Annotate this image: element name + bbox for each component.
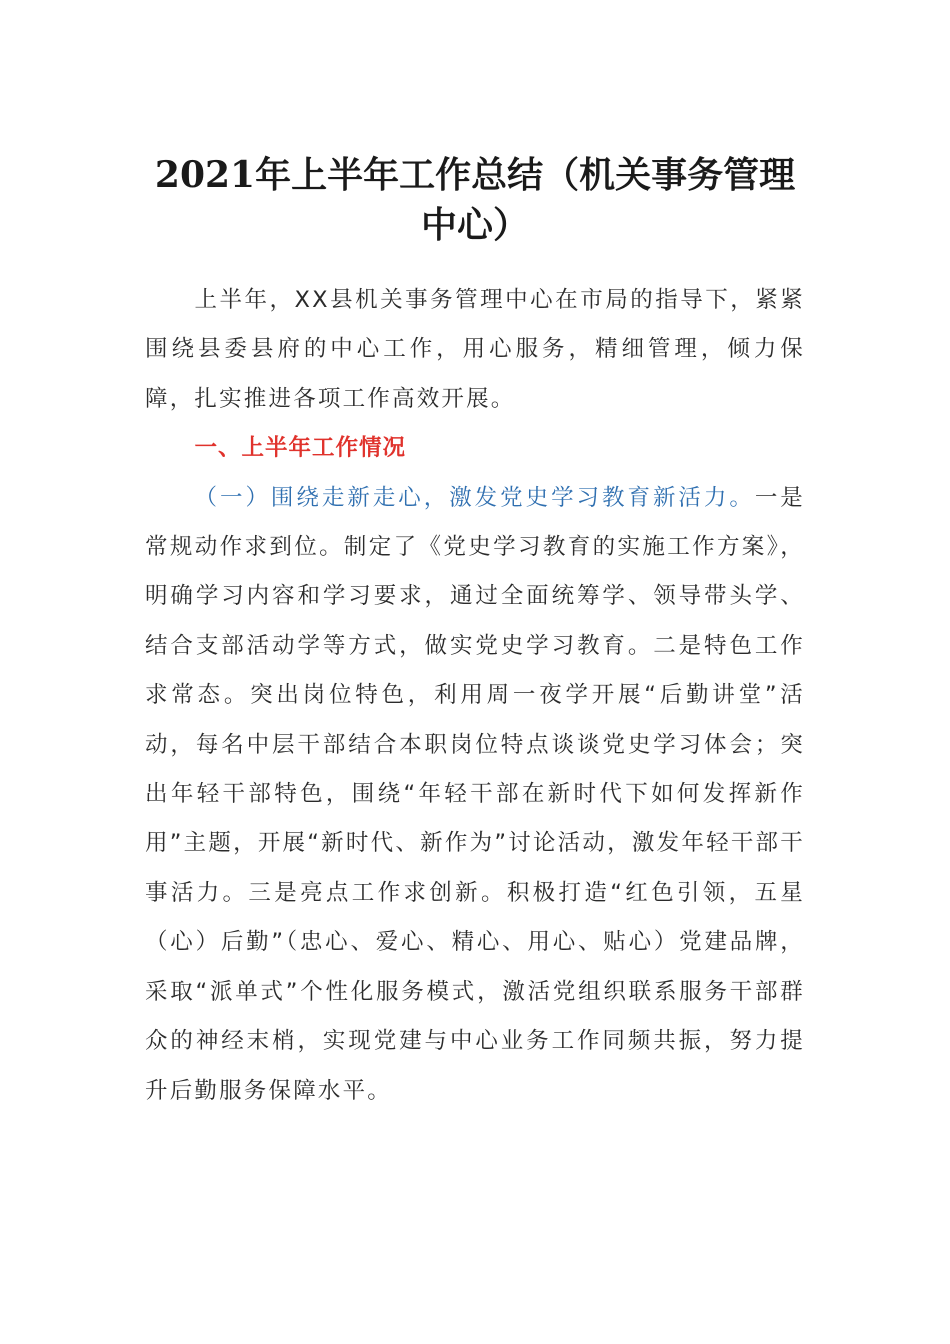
section-heading: 一、上半年工作情况 (194, 435, 407, 462)
intro-paragraph: 上半年，XX县机关事务管理中心在市局的指导下，紧紧围绕县委县府的中心工作，用心服务，精细管理，倾力保障，扎实推进各项工作高效开展。 (145, 287, 805, 412)
section-heading-paragraph (145, 424, 805, 473)
subsection-body: 一是常规动作求到位。制定了《党史学习教育的实施工作方案》，明确学习内容和学习要求，通过全面统筹学、领导带头学、结合支部活动学等方式，做实党史学习教育。二是特色工作求常态。突出岗位特色，利用周一夜学开展“后勤讲堂”活动，每名中层干部结合本职岗位特点谈谈党史学习体会；突出年轻干部特色，围绕“年轻干部在新时代下如何发挥新作用”主题，开展“新时代、新作为”讨论活动，激发年轻干部干事活力。三是亮点工作求创新。积极打造“红色引领，五星（心）后勤”（忠心、爱心、精心、用心、贴心）党建品牌，采取“派单式”个性化服务模式，激活党组织联系服务干部群众的神经末梢，实现党建与中心业务工作同频共振，努力提升后勤服务保障水平。 (145, 484, 805, 1104)
subsection-paragraph (145, 474, 805, 1116)
document-body (145, 276, 805, 1116)
document-title: 2021年上半年工作总结（机关事务管理中心） (154, 154, 796, 246)
subsection-title: （一）围绕走新走心，激发党史学习教育新活力。 (194, 484, 755, 511)
